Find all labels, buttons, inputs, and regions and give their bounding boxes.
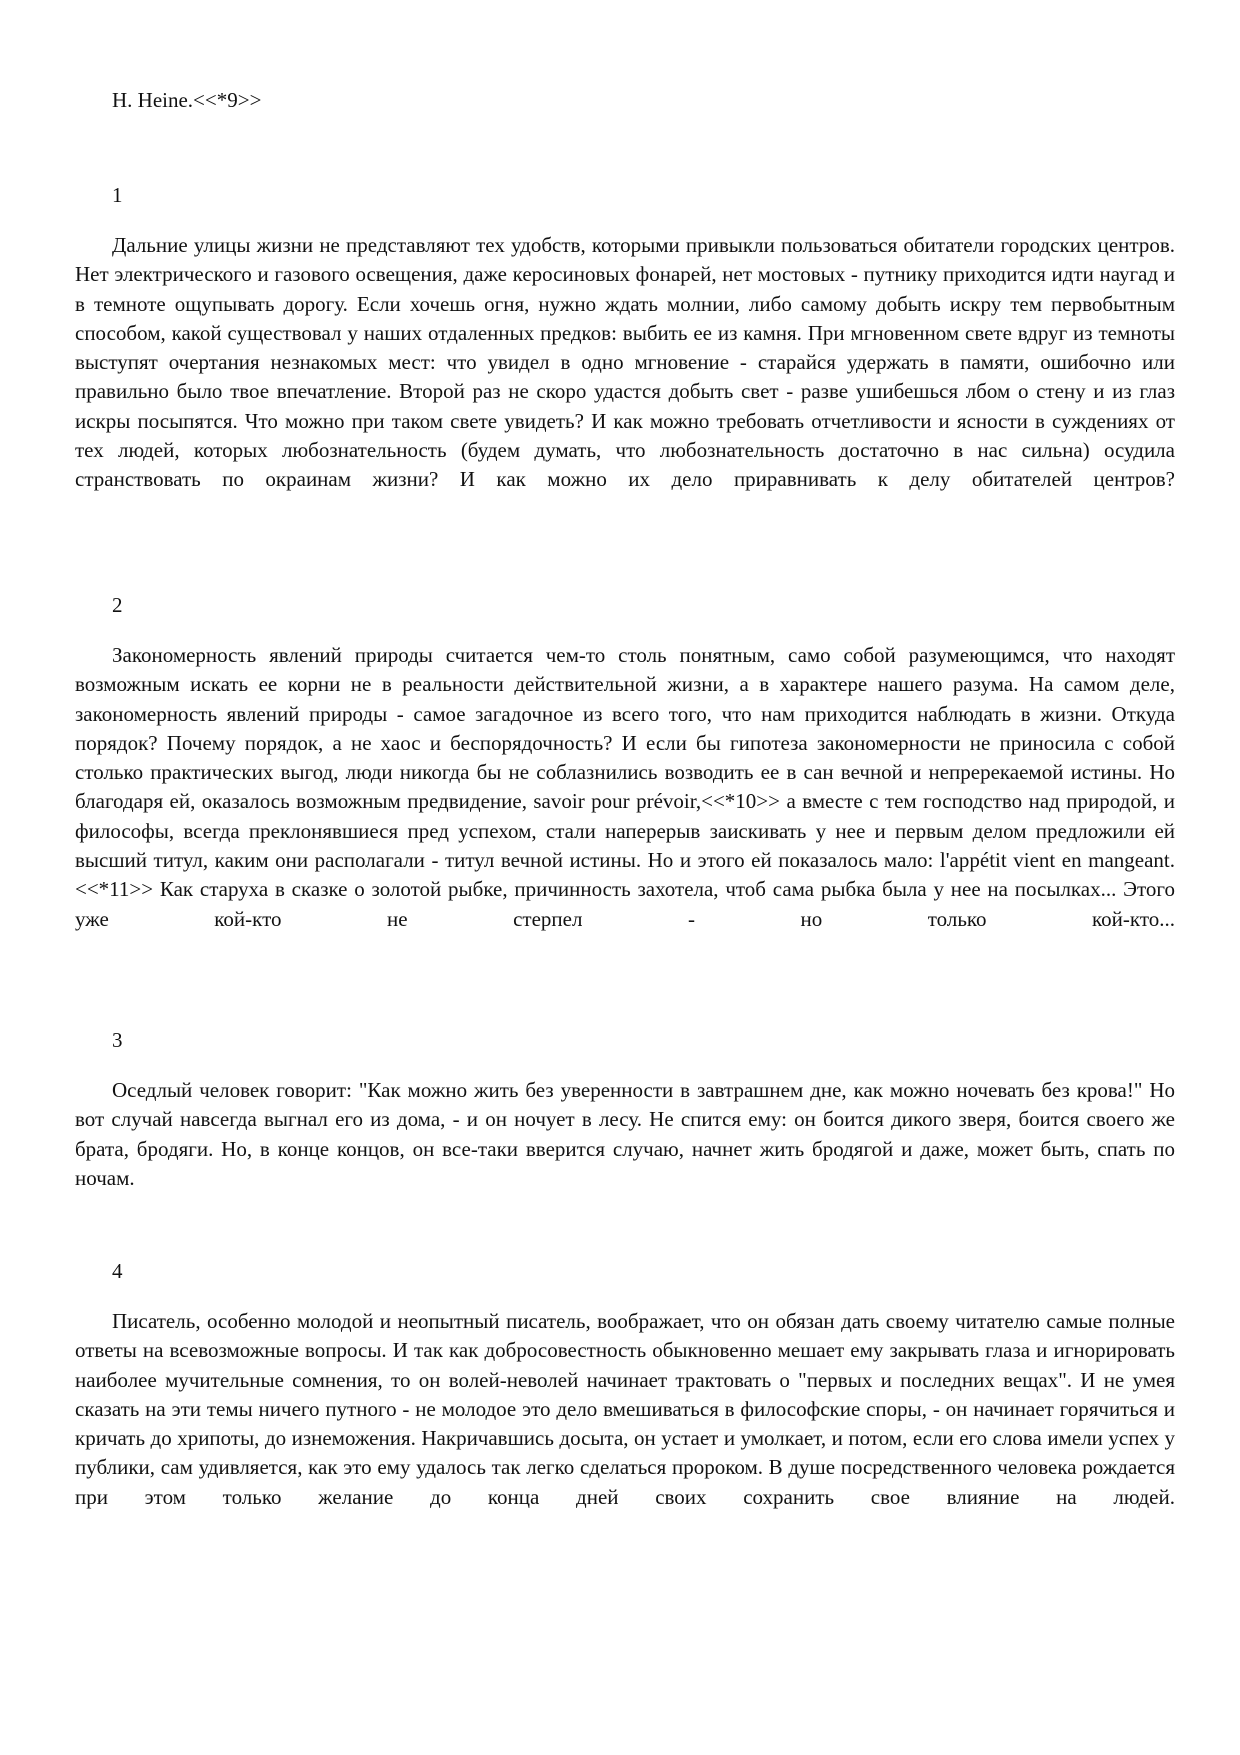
section-paragraph-3: Оседлый человек говорит: "Как можно жить без уверенности в завтрашнем дне, как можно ночевать без крова!" Но вот случай навсегда выгнал его из дома, - и он ночует в лесу. Не спится ему: он боится дикого зверя, боится своего же брата, бродяги. Но, в конце концов, он все-таки вверится случаю, начнет жить бродягой и даже, может быть, спать по ночам. bbox=[75, 1078, 1175, 1190]
section-number-2: 2 bbox=[112, 593, 123, 617]
section-number-3: 3 bbox=[112, 1028, 123, 1052]
section-paragraph-2: Закономерность явлений природы считается чем-то столь понятным, само собой разумеющимся, что находят возможным искать ее корни не в реальности действительной жизни, а в характере нашего разума. На самом деле, закономерность явлений природы - самое загадочное из всего того, что нам приходится наблюдать в жизни. Откуда порядок? Почему порядок, а не хаос и беспорядочность? И если бы гипотеза закономерности не приносила с собой столько практических выгод, люди никогда бы не соблазнились возводить ее в сан вечной и непререкаемой истины. Но благодаря ей, оказалось возможным предвидение, savoir pour prévoir,<<*10>> а вместе с тем господство над природой, и философы, всегда преклонявшиеся пред успехом, стали наперерыв заискивать у нее и первым делом предложили ей высший титул, каким они располагали - титул вечной истины. Но и этого ей показалось мало: l'appétit vient en mangeant.<<*11>> Как старуха в сказке о золотой рыбке, причинность захотела, чтоб сама рыбка была у нее на посылках... Этого уже кой-кто не стерпел - но только кой-кто... bbox=[75, 643, 1175, 931]
section-4 bbox=[75, 1307, 1175, 1547]
section-paragraph-1: Дальние улицы жизни не представляют тех удобств, которыми привыкли пользоваться обитатели городских центров. Нет электрического и газового освещения, даже керосиновых фонарей, нет мостовых - путнику приходится идти наугад и в темноте ощупывать дорогу. Если хочешь огня, нужно ждать молнии, либо самому добыть искру тем первобытным способом, какой существовал у наших отдаленных предков: выбить ее из камня. При мгновенном свете вдруг из темноты выступят очертания незнакомых мест: что увидел в одно мгновение - старайся удержать в памяти, ошибочно или правильно было твое впечатление. Второй раз не скоро удастся добыть свет - разве ушибешься лбом о стену и из глаз искры посыпятся. Что можно при таком свете увидеть? И как можно требовать отчетливости и ясности в суждениях от тех людей, которых любознательность (будем думать, что любознательность достаточно в нас сильна) осудила странствовать по окраинам жизни? И как можно их дело приравнивать к делу обитателей центров? bbox=[75, 233, 1175, 492]
section-3 bbox=[75, 1076, 1175, 1196]
section-paragraph-4: Писатель, особенно молодой и неопытный писатель, воображает, что он обязан дать своему читателю самые полные ответы на всевозможные вопросы. И так как добросовестность обыкновенно мешает ему закрывать глаза и игнорировать наиболее мучительные сомнения, то он волей-неволей начинает трактовать о "первых и последних вещах". И не умея сказать на эти темы ничего путного - не молодое это дело вмешиваться в философские споры, - он начинает горячиться и кричать до хрипоты, до изнеможения. Накричавшись досыта, он устает и умолкает, и потом, если его слова имели успех у публики, сам удивляется, как это ему удалось так легко сделаться пророком. В душе посредственного человека рождается при этом только желание до конца дней своих сохранить свое влияние на людей. bbox=[75, 1309, 1175, 1509]
attribution-line: H. Heine.<<*9>> bbox=[112, 88, 262, 112]
section-number-1: 1 bbox=[112, 183, 123, 207]
section-number-4: 4 bbox=[112, 1259, 123, 1283]
section-1 bbox=[75, 231, 1175, 521]
section-2 bbox=[75, 641, 1175, 961]
